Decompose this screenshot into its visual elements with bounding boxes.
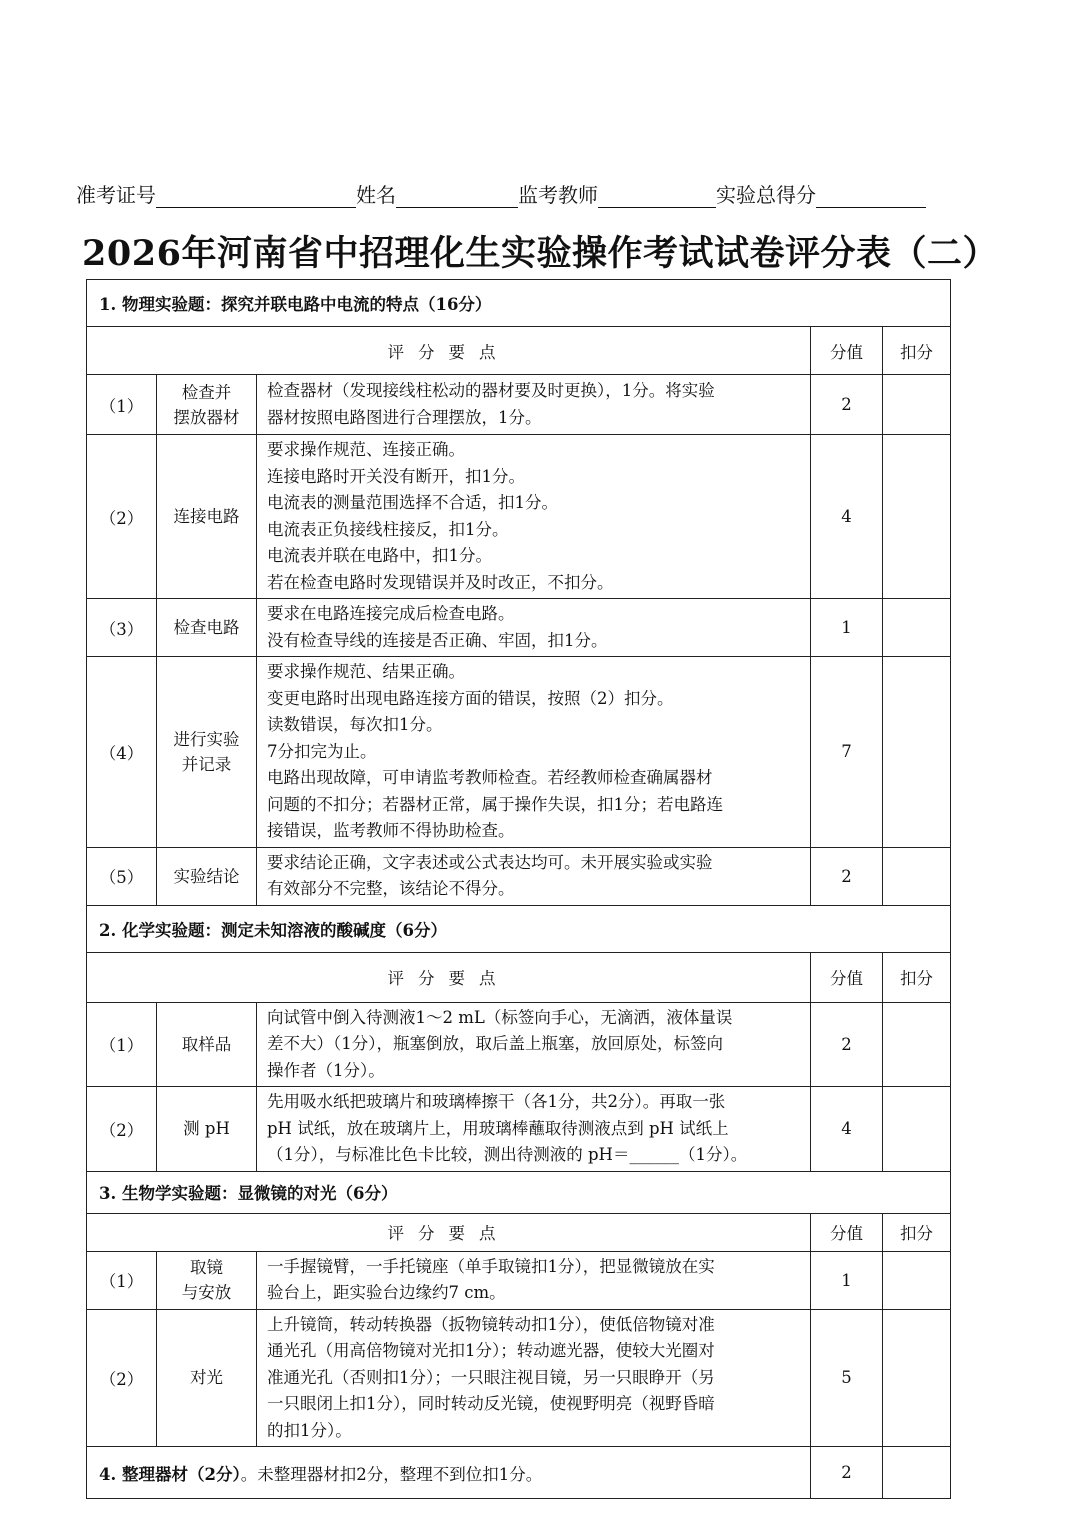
table-row — [87, 1309, 951, 1447]
total-score-field — [716, 179, 926, 208]
deduct-cell[interactable] — [883, 375, 951, 435]
item-number: （1） — [87, 375, 157, 435]
points-header: 评分要点 — [87, 952, 811, 1002]
item-number: （4） — [87, 657, 157, 848]
deduct-header: 扣分 — [883, 327, 951, 375]
score-table — [86, 279, 951, 1499]
tidy-section-row — [87, 1447, 951, 1499]
deduct-cell[interactable] — [883, 1087, 951, 1172]
tidy-section-title: 4. 整理器材（2分） — [99, 1464, 241, 1484]
item-number: （1） — [87, 1002, 157, 1087]
item-number: （1） — [87, 1251, 157, 1309]
name-label: 姓名 — [356, 183, 396, 207]
item-name: 测 pH — [157, 1087, 257, 1172]
biology-section-row — [87, 1171, 951, 1213]
table-row — [87, 1087, 951, 1172]
table-row — [87, 599, 951, 657]
admission-no-label: 准考证号 — [76, 183, 156, 207]
deduct-header: 扣分 — [883, 952, 951, 1002]
physics-section-title: 1. 物理实验题：探究并联电路中电流的特点（16分） — [87, 280, 951, 327]
biology-section-title: 3. 生物学实验题：显微镜的对光（6分） — [87, 1171, 951, 1213]
chemistry-header-row — [87, 952, 951, 1002]
item-criteria: 要求操作规范、连接正确。 连接电路时开关没有断开，扣1分。 电流表的测量范围选择不合适，扣1分。 电流表正负接线柱接反，扣1分。 电流表并联在电路中，扣1分。 若在检查电路时发现错误并及时改正，不扣分。 — [257, 435, 811, 599]
deduct-cell[interactable] — [883, 1309, 951, 1447]
item-score: 4 — [811, 435, 883, 599]
deduct-cell[interactable] — [883, 1447, 951, 1499]
item-score: 1 — [811, 1251, 883, 1309]
deduct-cell[interactable] — [883, 435, 951, 599]
proctor-blank[interactable] — [598, 185, 716, 208]
item-score: 2 — [811, 1002, 883, 1087]
deduct-cell[interactable] — [883, 657, 951, 848]
deduct-cell[interactable] — [883, 847, 951, 905]
proctor-field — [518, 179, 716, 208]
proctor-label: 监考教师 — [518, 183, 598, 207]
biology-header-row — [87, 1213, 951, 1251]
item-score: 2 — [811, 375, 883, 435]
table-row — [87, 375, 951, 435]
item-criteria: 要求结论正确，文字表述或公式表达均可。未开展实验或实验 有效部分不完整，该结论不得分。 — [257, 847, 811, 905]
points-header: 评分要点 — [87, 327, 811, 375]
item-name: 连接电路 — [157, 435, 257, 599]
physics-section-row — [87, 280, 951, 327]
table-row — [87, 847, 951, 905]
name-blank[interactable] — [396, 185, 518, 208]
table-row — [87, 657, 951, 848]
admission-no-field — [76, 179, 356, 208]
item-score: 1 — [811, 599, 883, 657]
item-name: 取镜 与安放 — [157, 1251, 257, 1309]
score-header: 分值 — [811, 1213, 883, 1251]
tidy-score: 2 — [811, 1447, 883, 1499]
item-criteria: 要求操作规范、结果正确。 变更电路时出现电路连接方面的错误，按照（2）扣分。 读数错误，每次扣1分。 7分扣完为止。 电路出现故障，可申请监考教师检查。若经教师检查确属器材 问题的不扣分；若器材正常，属于操作失误，扣1分；若电路连 接错误，监考教师不得协助检查。 — [257, 657, 811, 848]
physics-header-row — [87, 327, 951, 375]
item-number: （2） — [87, 1309, 157, 1447]
item-name: 对光 — [157, 1309, 257, 1447]
table-row — [87, 1251, 951, 1309]
item-criteria: 先用吸水纸把玻璃片和玻璃棒擦干（各1分，共2分）。再取一张 pH 试纸，放在玻璃片上，用玻璃棒蘸取待测液点到 pH 试纸上 （1分），与标准比色卡比较，测出待测液的 pH＝______（1分）。 — [257, 1087, 811, 1172]
item-name: 检查电路 — [157, 599, 257, 657]
item-criteria: 检查器材（发现接线柱松动的器材要及时更换），1分。将实验 器材按照电路图进行合理摆放，1分。 — [257, 375, 811, 435]
item-name: 进行实验 并记录 — [157, 657, 257, 848]
tidy-section — [87, 1447, 811, 1499]
item-criteria: 一手握镜臂，一手托镜座（单手取镜扣1分），把显微镜放在实 验台上，距实验台边缘约7 cm。 — [257, 1251, 811, 1309]
score-header: 分值 — [811, 327, 883, 375]
item-score: 7 — [811, 657, 883, 848]
table-row — [87, 435, 951, 599]
item-criteria: 向试管中倒入待测液1～2 mL（标签向手心，无滴洒，液体量误 差不大）（1分），瓶塞倒放，取后盖上瓶塞，放回原处，标签向 操作者（1分）。 — [257, 1002, 811, 1087]
total-score-blank[interactable] — [816, 185, 926, 208]
points-header: 评分要点 — [87, 1213, 811, 1251]
chemistry-section-title: 2. 化学实验题：测定未知溶液的酸碱度（6分） — [87, 905, 951, 952]
item-score: 2 — [811, 847, 883, 905]
table-row — [87, 1002, 951, 1087]
candidate-info-row — [76, 178, 970, 208]
deduct-cell[interactable] — [883, 1002, 951, 1087]
item-number: （2） — [87, 1087, 157, 1172]
deduct-cell[interactable] — [883, 1251, 951, 1309]
page-title: 2026年河南省中招理化生实验操作考试试卷评分表（二） — [82, 233, 998, 274]
item-score: 4 — [811, 1087, 883, 1172]
item-name: 取样品 — [157, 1002, 257, 1087]
item-criteria: 上升镜筒，转动转换器（扳物镜转动扣1分），使低倍物镜对准 通光孔（用高倍物镜对光扣1分）；转动遮光器，使较大光圈对 准通光孔（否则扣1分）；一只眼注视目镜，另一只眼睁开（另 一只眼闭上扣1分），同时转动反光镜，使视野明亮（视野昏暗 的扣1分）。 — [257, 1309, 811, 1447]
item-number: （3） — [87, 599, 157, 657]
name-field — [356, 179, 518, 208]
item-criteria: 要求在电路连接完成后检查电路。 没有检查导线的连接是否正确、牢固，扣1分。 — [257, 599, 811, 657]
item-name: 实验结论 — [157, 847, 257, 905]
deduct-cell[interactable] — [883, 599, 951, 657]
score-header: 分值 — [811, 952, 883, 1002]
item-number: （2） — [87, 435, 157, 599]
item-name: 检查并 摆放器材 — [157, 375, 257, 435]
chemistry-section-row — [87, 905, 951, 952]
item-number: （5） — [87, 847, 157, 905]
deduct-header: 扣分 — [883, 1213, 951, 1251]
item-score: 5 — [811, 1309, 883, 1447]
admission-no-blank[interactable] — [156, 185, 356, 208]
tidy-section-text: 。未整理器材扣2分，整理不到位扣1分。 — [240, 1464, 543, 1484]
total-score-label: 实验总得分 — [716, 183, 816, 207]
